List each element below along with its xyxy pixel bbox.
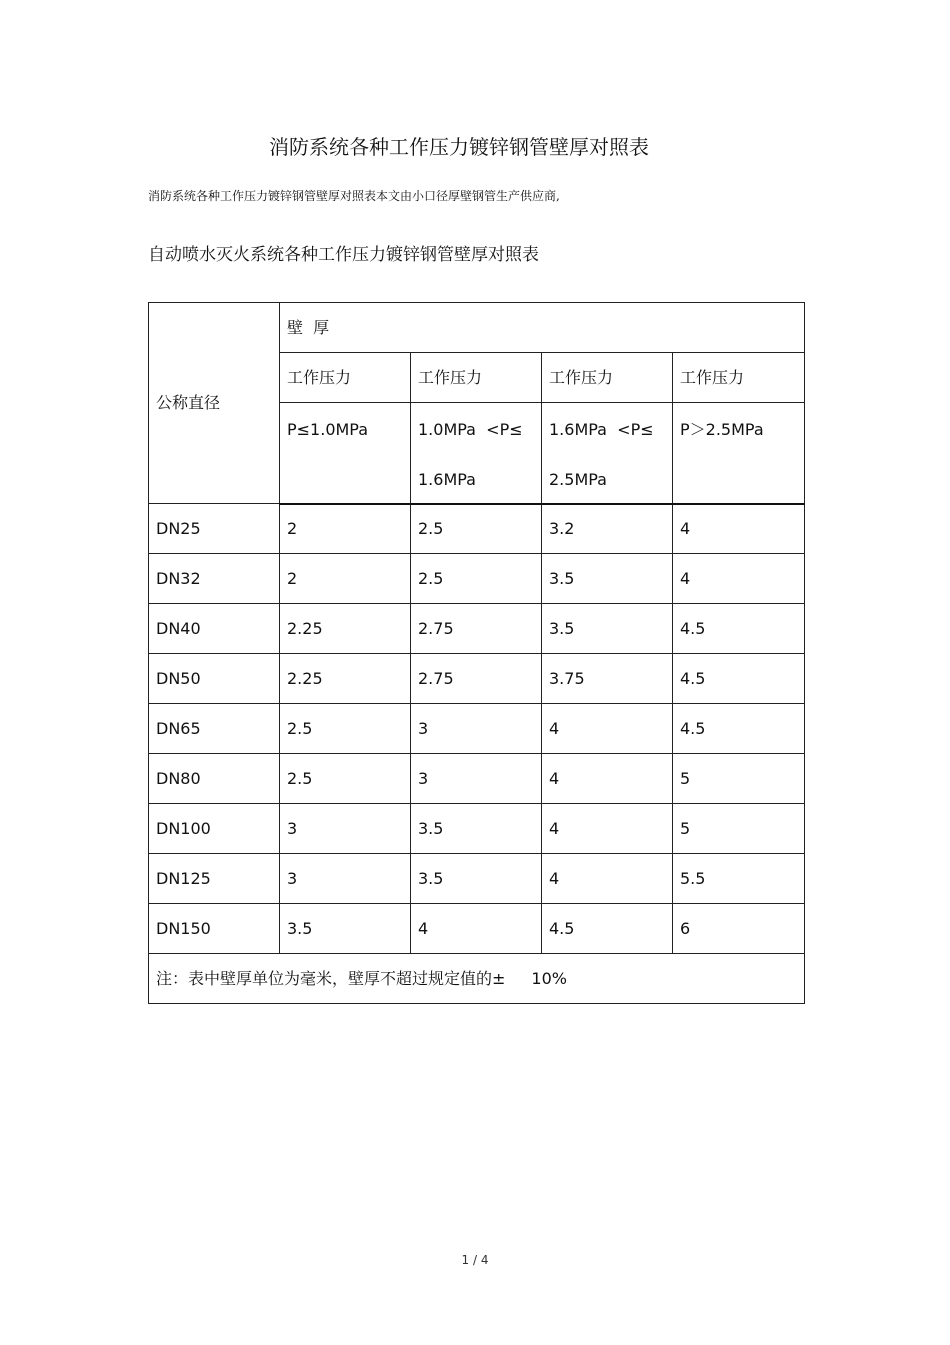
value-cell: 4 (673, 554, 805, 604)
nominal-diameter-header: 公称直径 (149, 303, 280, 504)
page-title: 消防系统各种工作压力镀锌钢管壁厚对照表 (269, 135, 649, 159)
table-row (149, 854, 805, 904)
pressure-header: 工作压力 (411, 353, 542, 403)
pressure-header: 工作压力 (542, 353, 673, 403)
table-row (149, 704, 805, 754)
dn-cell: DN50 (149, 654, 280, 704)
value-cell: 3 (280, 804, 411, 854)
value-cell: 2.5 (280, 704, 411, 754)
value-cell: 5 (673, 804, 805, 854)
pressure-range-line1: P＞2.5MPa (680, 420, 764, 439)
value-cell: 3.5 (542, 554, 673, 604)
dn-cell: DN32 (149, 554, 280, 604)
pressure-range-line2: 1.6MPa (418, 470, 476, 489)
dn-cell: DN150 (149, 904, 280, 954)
value-cell: 2.5 (280, 754, 411, 804)
value-cell: 2.75 (411, 604, 542, 654)
page-number: 1 / 4 (461, 1253, 489, 1267)
pressure-range-cell (411, 403, 542, 504)
value-cell: 3.5 (542, 604, 673, 654)
value-cell: 4.5 (673, 704, 805, 754)
value-cell: 2 (280, 554, 411, 604)
table-note (149, 954, 805, 1004)
wall-thickness-header: 壁 厚 (280, 303, 805, 353)
pressure-range-cell (280, 403, 411, 504)
value-cell: 3.75 (542, 654, 673, 704)
table-row (149, 754, 805, 804)
value-cell: 3.5 (411, 804, 542, 854)
value-cell: 3 (280, 854, 411, 904)
value-cell: 4.5 (542, 904, 673, 954)
note-text: 注：表中壁厚单位为毫米，壁厚不超过规定值的± (156, 968, 506, 988)
value-cell: 6 (673, 904, 805, 954)
table-row (149, 604, 805, 654)
value-cell: 3 (411, 704, 542, 754)
value-cell: 3.5 (411, 854, 542, 904)
value-cell: 3.2 (542, 504, 673, 554)
intro-text: 消防系统各种工作压力镀锌钢管壁厚对照表本文由小口径厚壁钢管生产供应商, (148, 189, 560, 203)
value-cell: 2 (280, 504, 411, 554)
dn-cell: DN65 (149, 704, 280, 754)
pressure-range-line2: 2.5MPa (549, 470, 607, 489)
note-value: 10% (531, 968, 567, 988)
value-cell: 2.5 (411, 554, 542, 604)
value-cell: 4 (673, 504, 805, 554)
pressure-header: 工作压力 (673, 353, 805, 403)
table-row (149, 654, 805, 704)
dn-cell: DN125 (149, 854, 280, 904)
pressure-header: 工作压力 (280, 353, 411, 403)
value-cell: 5 (673, 754, 805, 804)
value-cell: 4 (542, 704, 673, 754)
pressure-range-line1: P≤1.0MPa (287, 420, 369, 439)
dn-cell: DN100 (149, 804, 280, 854)
value-cell: 4 (411, 904, 542, 954)
value-cell: 4.5 (673, 654, 805, 704)
wall-thickness-table (148, 302, 805, 1004)
pressure-range-cell (542, 403, 673, 504)
table-row (149, 904, 805, 954)
dn-cell: DN40 (149, 604, 280, 654)
value-cell: 4 (542, 854, 673, 904)
dn-cell: DN25 (149, 504, 280, 554)
pressure-range-cell (673, 403, 805, 504)
value-cell: 4 (542, 754, 673, 804)
value-cell: 5.5 (673, 854, 805, 904)
value-cell: 4 (542, 804, 673, 854)
table-title: 自动喷水灭火系统各种工作压力镀锌钢管壁厚对照表 (148, 245, 539, 265)
table-row (149, 804, 805, 854)
dn-cell: DN80 (149, 754, 280, 804)
note-row (149, 954, 805, 1004)
value-cell: 4.5 (673, 604, 805, 654)
pressure-range-line1: 1.0MPa <P≤ (418, 420, 523, 439)
value-cell: 2.75 (411, 654, 542, 704)
value-cell: 3.5 (280, 904, 411, 954)
value-cell: 2.25 (280, 604, 411, 654)
value-cell: 3 (411, 754, 542, 804)
table-row (149, 504, 805, 554)
table-row (149, 554, 805, 604)
value-cell: 2.5 (411, 504, 542, 554)
value-cell: 2.25 (280, 654, 411, 704)
pressure-range-line1: 1.6MPa <P≤ (549, 420, 654, 439)
